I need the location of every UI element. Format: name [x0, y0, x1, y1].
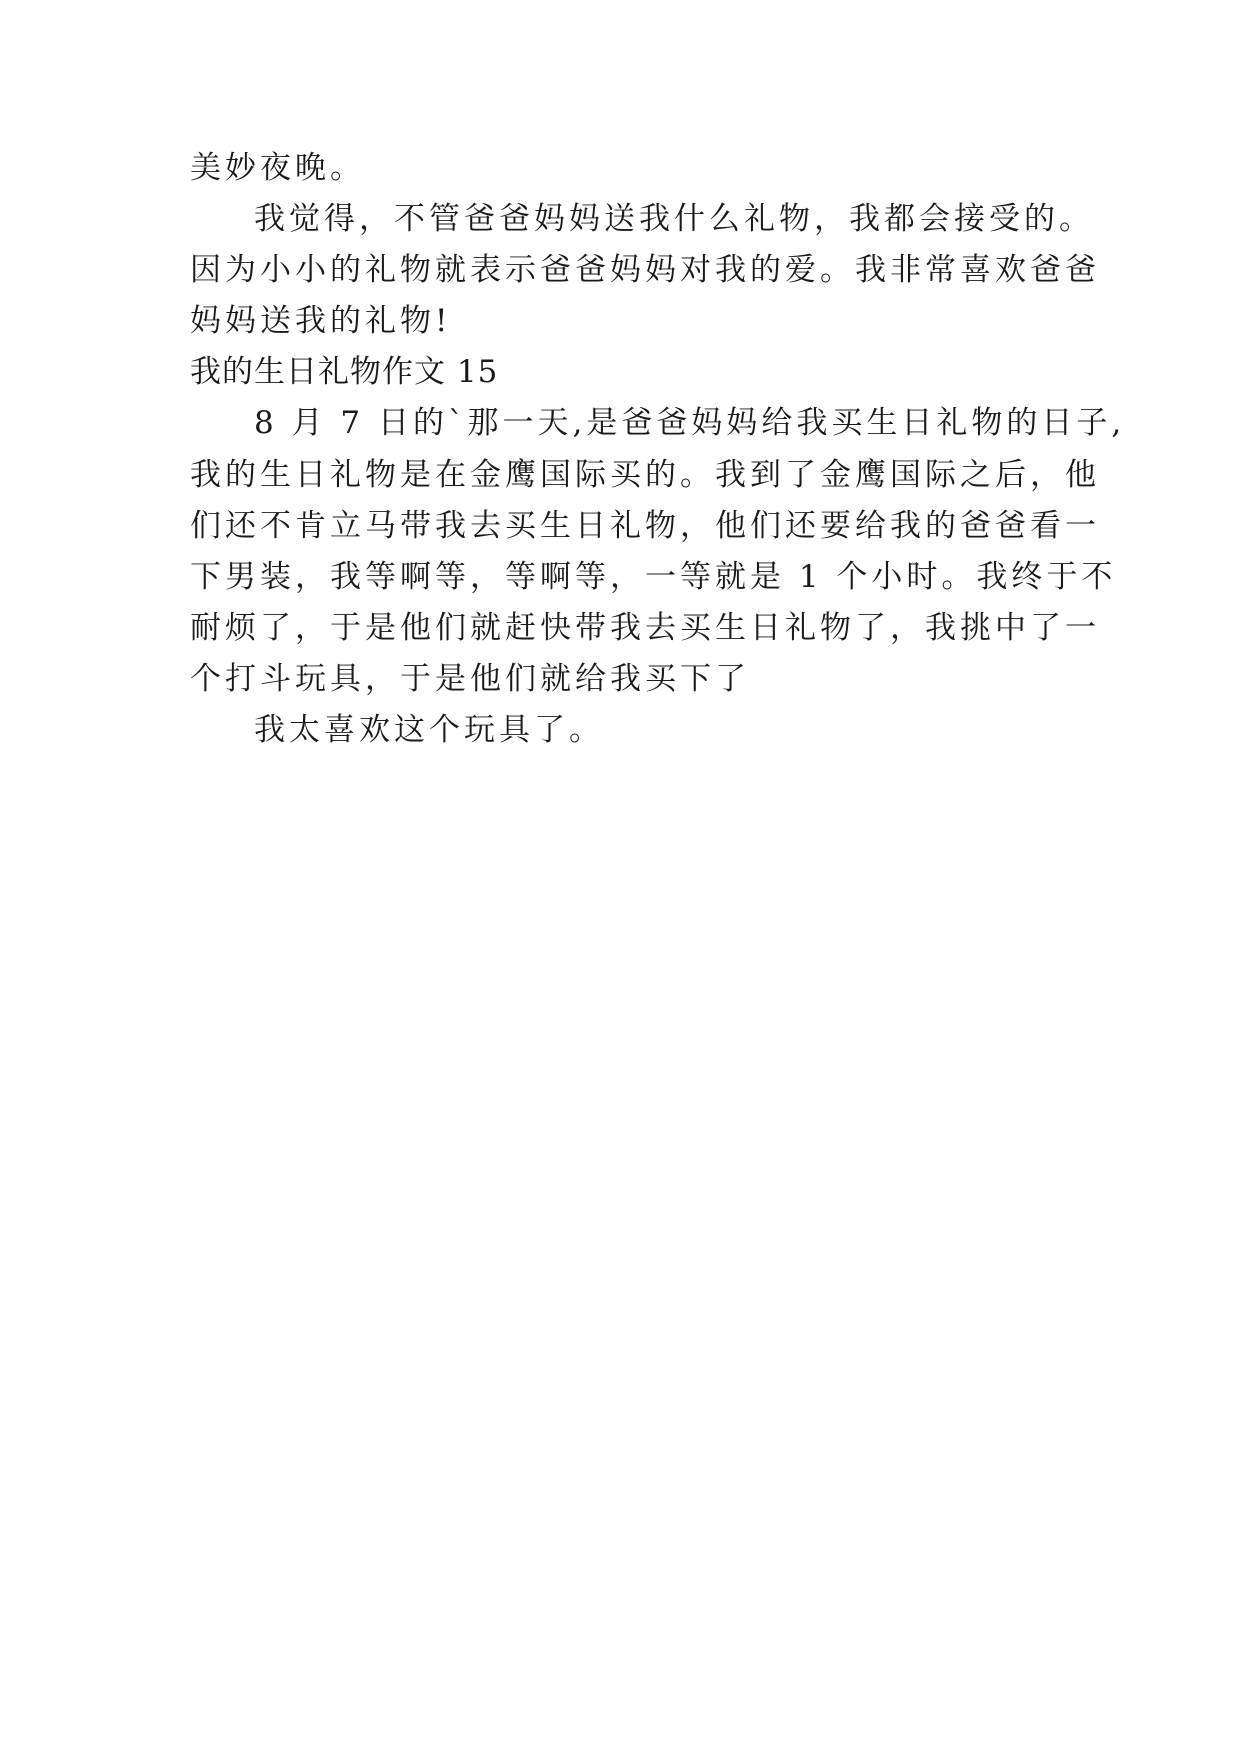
text-line: 我觉得，不管爸爸妈妈送我什么礼物，我都会接受的。	[254, 201, 1094, 237]
text-line: 美妙夜晚。	[190, 150, 365, 186]
text-line: 因为小小的礼物就表示爸爸妈妈对我的爱。我非常喜欢爸爸	[190, 252, 1100, 288]
text-line: 我的生日礼物是在金鹰国际买的。我到了金鹰国际之后，他	[190, 457, 1100, 493]
text-line: 妈妈送我的礼物!	[190, 303, 452, 339]
text-line: 下男装，我等啊等，等啊等，一等就是 1 个小时。我终于不	[190, 559, 1117, 595]
text-line: 耐烦了，于是他们就赶快带我去买生日礼物了，我挑中了一	[190, 610, 1100, 646]
text-line: 个打斗玩具，于是他们就给我买下了	[190, 661, 750, 697]
section-heading: 我的生日礼物作文 15	[190, 354, 499, 390]
text-line: 我太喜欢这个玩具了。	[254, 712, 604, 748]
text-line: 们还不肯立马带我去买生日礼物，他们还要给我的爸爸看一	[190, 508, 1100, 544]
text-line: 8 月 7 日的`那一天,是爸爸妈妈给我买生日礼物的日子,	[254, 405, 1126, 441]
